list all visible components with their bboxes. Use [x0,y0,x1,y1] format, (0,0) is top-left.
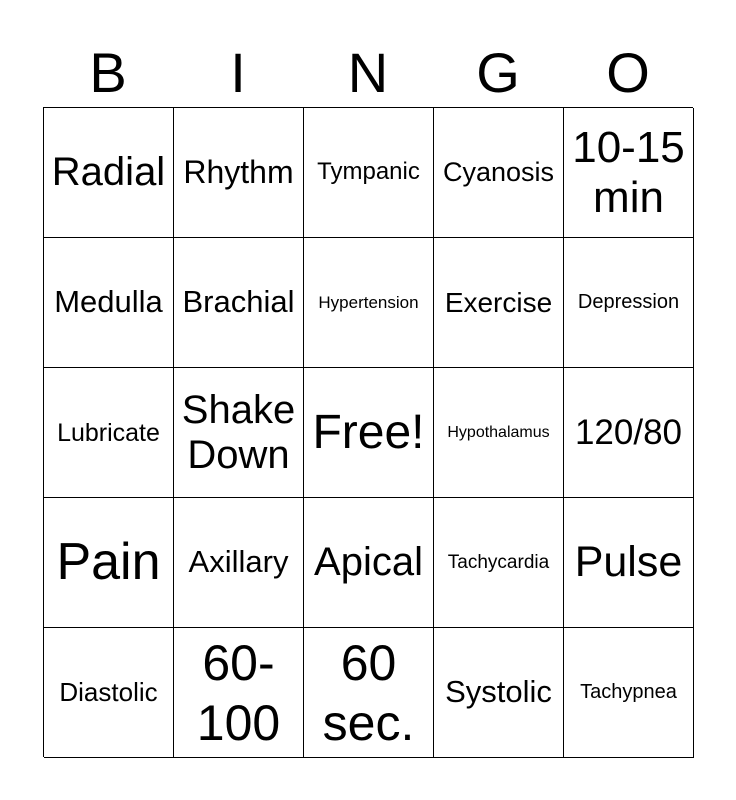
cell-text: Diastolic [59,676,158,707]
cell-text: Free! [312,405,425,459]
bingo-header [43,40,693,106]
cell-text: Hypertension [318,292,419,312]
bingo-cell[interactable] [434,108,564,238]
cell-text: Pulse [574,538,683,587]
cell-text: Medulla [54,284,163,320]
cell-text: Systolic [445,674,552,710]
cell-text: Exercise [444,286,553,318]
bingo-cell[interactable] [564,498,694,628]
header-letter-o: O [606,41,650,104]
cell-text: 60-100 [196,634,281,751]
cell-text: Radial [51,150,166,195]
cell-text: Hypothalamus [447,423,550,441]
bingo-cell[interactable] [304,368,434,498]
header-letter-i: I [230,41,246,104]
bingo-cell[interactable] [304,108,434,238]
bingo-cell[interactable] [44,498,174,628]
bingo-cell[interactable] [434,628,564,758]
bingo-cell[interactable] [174,498,304,628]
header-letter-b: B [89,41,127,104]
cell-text: Pain [56,533,161,592]
cell-text: Tachypnea [580,681,677,704]
bingo-cell[interactable] [304,498,434,628]
bingo-cell[interactable] [434,238,564,368]
bingo-cell[interactable] [564,628,694,758]
bingo-cell[interactable] [434,368,564,498]
bingo-cell[interactable] [44,108,174,238]
cell-text: Axillary [188,544,289,580]
bingo-grid [43,107,693,757]
header-letter-n: N [347,41,389,104]
bingo-cell[interactable] [434,498,564,628]
bingo-cell[interactable] [564,108,694,238]
cell-text: Apical [314,540,423,585]
cell-text: 120/80 [574,412,683,452]
cell-text: Tachycardia [447,551,550,573]
cell-text: Depression [577,291,680,314]
cell-text: Tympanic [317,158,420,186]
header-letter-g: G [476,41,520,104]
bingo-cell[interactable] [174,368,304,498]
bingo-cell[interactable] [564,368,694,498]
bingo-cell[interactable] [304,628,434,758]
bingo-cell[interactable] [304,238,434,368]
bingo-cell[interactable] [174,628,304,758]
cell-text: Shake Down [181,387,296,477]
bingo-cell[interactable] [44,628,174,758]
bingo-cell[interactable] [44,238,174,368]
bingo-cell[interactable] [174,238,304,368]
cell-text: Brachial [182,284,295,320]
bingo-cell[interactable] [44,368,174,498]
bingo-cell[interactable] [564,238,694,368]
cell-text: 10-15 min [572,123,685,222]
cell-text: 60 sec. [322,634,415,751]
cell-text: Lubricate [57,418,160,447]
cell-text: Cyanosis [442,157,555,188]
bingo-cell[interactable] [174,108,304,238]
cell-text: Rhythm [183,153,294,190]
